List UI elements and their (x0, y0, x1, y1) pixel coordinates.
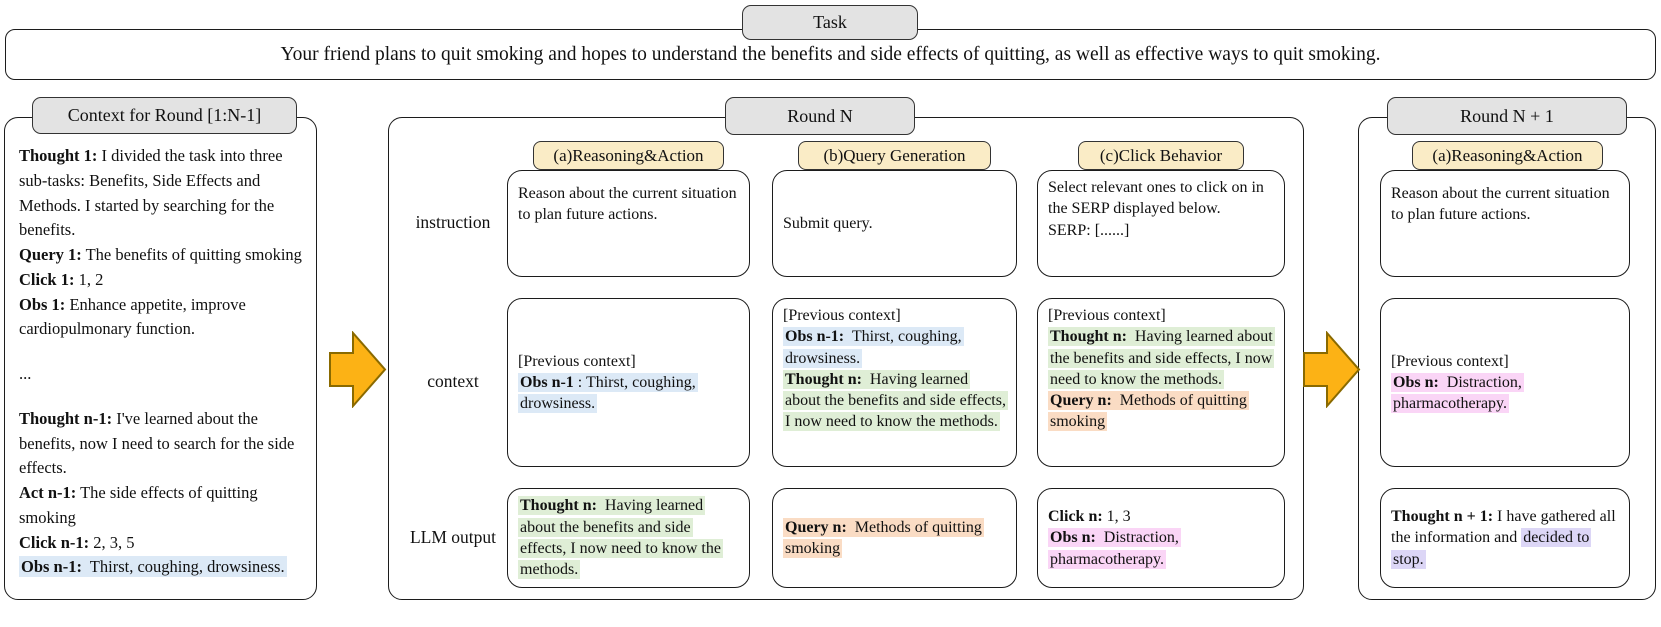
context-history-title: Context for Round [1:N-1] (32, 97, 297, 134)
output-box-click-behavior: Click n: 1, 3 Obs n: Distraction, pharmacotherapy. (1037, 488, 1285, 588)
round-n1-context-box: [Previous context] Obs n: Distraction, pharmacotherapy. (1380, 298, 1630, 467)
output-box-reasoning-action: Thought n: Having learned about the benefits and side effects, I now need to know the methods. (507, 488, 750, 588)
context-history-body: Thought 1: I divided the task into three sub-tasks: Benefits, Side Effects and Methods. I started by searching for the benefits. Query 1: The benefits of quitting smoking Click 1: 1, 2 Obs 1: Enhance appetite, improve cardiopulmonary function. ... Thought n-1: I've learned about the benefits, now I need to search for the side effects. Act n-1: The side effects of quitting smoking Click n-1: 2, 3, 5 Obs n-1: Thirst, coughing, drowsiness. (19, 146, 302, 577)
row-label-context: context (427, 371, 479, 392)
arrow-right-icon (1303, 331, 1361, 408)
instruction-box-query-generation: Submit query. (772, 170, 1017, 277)
column-header-click-behavior: (c)Click Behavior (1078, 141, 1244, 170)
row-label-instruction: instruction (415, 212, 491, 233)
context-history-panel (4, 117, 317, 600)
instruction-box-click-behavior: Select relevant ones to click on in the SERP displayed below. SERP: [......] (1037, 170, 1285, 277)
round-n1-title: Round N + 1 (1387, 97, 1627, 135)
instruction-box-reasoning-action: Reason about the current situation to plan future actions. (507, 170, 750, 277)
context-box-query-generation: [Previous context] Obs n-1: Thirst, coughing, drowsiness. Thought n: Having learned about the benefits and side effects, I now need to know the methods. (772, 298, 1017, 467)
arrow-right-icon (329, 331, 387, 408)
round-n-title: Round N (725, 97, 915, 135)
row-label-llm-output: LLM output (409, 527, 497, 548)
column-header-query-generation: (b)Query Generation (798, 141, 991, 170)
task-text: Your friend plans to quit smoking and hopes to understand the benefits and side effects of quitting, as well as effective ways to quit smoking. (280, 43, 1381, 65)
round-n1-column-header: (a)Reasoning&Action (1412, 141, 1603, 170)
task-label: Task (742, 5, 918, 40)
column-header-reasoning-action: (a)Reasoning&Action (533, 141, 724, 170)
output-box-query-generation: Query n: Methods of quitting smoking (772, 488, 1017, 588)
round-n1-instruction-box: Reason about the current situation to plan future actions. (1380, 170, 1630, 277)
round-n1-output-box: Thought n + 1: I have gathered all the information and decided to stop. (1380, 488, 1630, 588)
context-box-click-behavior: [Previous context] Thought n: Having learned about the benefits and side effects, I now need to know the methods. Query n: Methods of quitting smoking (1037, 298, 1285, 467)
context-box-reasoning-action: [Previous context] Obs n-1 : Thirst, coughing, drowsiness. (507, 298, 750, 467)
